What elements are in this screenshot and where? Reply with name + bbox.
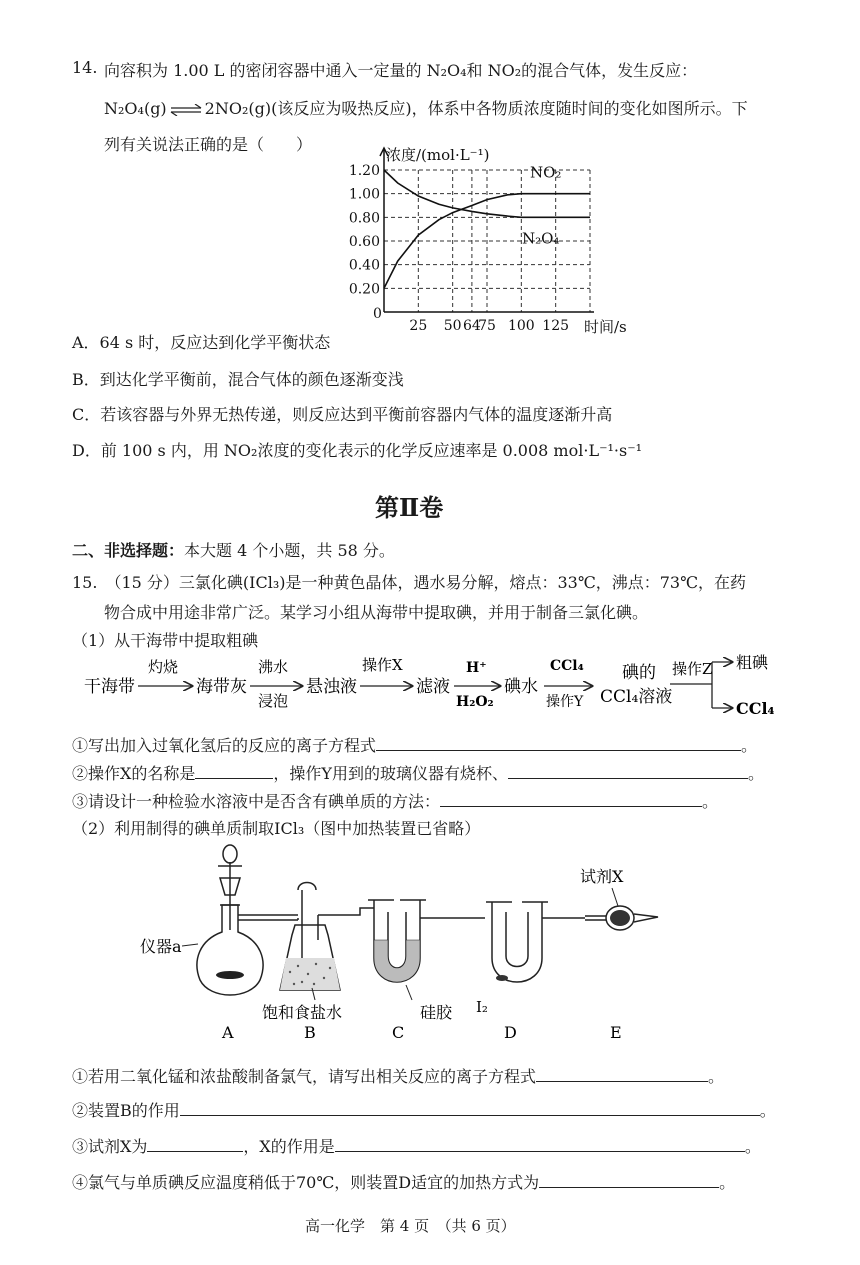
q15-sub2: （2）利用制得的碘单质制取ICl₃（图中加热装置已省略） <box>72 819 481 838</box>
apparatus-e-reagent <box>610 910 630 926</box>
letter-e: E <box>610 1023 622 1042</box>
chart-ytick-label: 0.20 <box>348 281 380 298</box>
q15-question1 <box>72 733 757 756</box>
answer-blank-3[interactable] <box>440 792 702 807</box>
q14-stem-line1: 向容积为 1.00 L 的密闭容器中通入一定量的 N₂O₄和 NO₂的混合气体，发生反应： <box>104 61 698 80</box>
q15-q2-period: 。 <box>747 764 764 783</box>
label-iodine: I₂ <box>476 998 488 1016</box>
answer-blank-2a[interactable] <box>195 764 273 779</box>
flow-node-suspension: 悬浊液 <box>306 677 357 697</box>
flow-node-filtrate: 滤液 <box>416 677 450 697</box>
answer-blank-7[interactable] <box>539 1173 719 1188</box>
q15-q2b-text: ，操作Y用到的玻璃仪器有烧杯、 <box>273 764 508 783</box>
letter-a: A <box>222 1023 234 1042</box>
chart-xtick-label: 125 <box>542 318 570 334</box>
answer-blank-2b[interactable] <box>508 764 748 779</box>
chart-xtick-label: 50 <box>443 318 462 334</box>
label-x-pointer <box>612 888 618 906</box>
part2-label: 二、非选择题： <box>72 541 185 560</box>
q15-question5 <box>72 1098 776 1121</box>
part2-heading <box>72 538 395 561</box>
q14-eq-right: 2NO₂(g)(该反应为吸热反应)，体系中各物质浓度随时间的变化如图所示。下 <box>204 99 748 118</box>
answer-blank-1[interactable] <box>376 736 741 751</box>
q14-option-c: C．若该容器与外界无热传递，则反应达到平衡前容器内气体的温度逐渐升高 <box>72 405 613 424</box>
apparatus-a-flask <box>197 845 298 995</box>
page-footer: 高一化学 第 4 页 （共 6 页） <box>305 1217 516 1235</box>
apparatus-a-reagent <box>216 971 244 979</box>
connector-b-c <box>350 908 374 915</box>
chart-ylabel: 浓度/(mol·L⁻¹) <box>386 146 490 164</box>
flow-output-ccl4: CCl₄ <box>736 699 775 718</box>
flow-arrow1-top: 灼烧 <box>148 658 179 676</box>
q15-question2 <box>72 761 764 784</box>
q15-q7-text: ④氯气与单质碘反应温度稍低于70℃，则装置D适宜的加热方式为 <box>72 1173 540 1192</box>
q15-q7-period: 。 <box>719 1173 736 1192</box>
label-saturated-brine: 饱和食盐水 <box>262 1003 343 1022</box>
chart-ytick-label: 0.60 <box>348 234 380 250</box>
q14-option-d: D．前 100 s 内，用 NO₂浓度的变化表示的化学反应速率是 0.008 mol·L⁻¹·s⁻¹ <box>72 441 643 460</box>
label-silica-gel: 硅胶 <box>420 1003 453 1022</box>
label-a-pointer <box>182 944 198 946</box>
q15-question3 <box>72 789 718 812</box>
chart-ytick-label: 1.20 <box>348 163 380 179</box>
answer-blank-6b[interactable] <box>335 1137 745 1152</box>
letter-d: D <box>504 1023 517 1042</box>
q15-q6-period: 。 <box>744 1137 761 1156</box>
answer-blank-5[interactable] <box>180 1101 760 1116</box>
answer-blank-6a[interactable] <box>147 1137 243 1152</box>
apparatus-c-silica-gel <box>374 940 420 982</box>
q15-q3-text: ③请设计一种检验水溶液中是否含有碘单质的方法： <box>72 792 441 811</box>
chart-series-label: N₂O₄ <box>522 229 560 248</box>
q15-question4 <box>72 1064 724 1087</box>
q15-stem-line2: 物合成中用途非常广泛。某学习小组从海带中提取碘，并用于制备三氯化碘。 <box>104 603 649 622</box>
icl3-apparatus-diagram <box>130 840 690 1050</box>
chart-xtick-label: 100 <box>507 318 535 334</box>
flow-node-iodine-ccl4-bottom: CCl₄溶液 <box>600 687 673 707</box>
chart-origin: 0 <box>373 306 382 322</box>
q15-q5-period: 。 <box>759 1101 776 1120</box>
q14-eq-left: N₂O₄(g) <box>104 99 167 118</box>
q15-q5-text: ②装置B的作用 <box>72 1101 180 1120</box>
iodine-extraction-flow <box>80 650 800 720</box>
chart-ytick-label: 0.40 <box>348 257 380 274</box>
label-c-pointer <box>406 985 412 1000</box>
q14-number: 14. <box>72 58 98 77</box>
letter-c: C <box>392 1023 405 1042</box>
q15-q4-period: 。 <box>708 1067 725 1086</box>
q15-q1-text: ①写出加入过氧化氢后的反应的离子方程式 <box>72 736 377 755</box>
chart-xtick-label: 75 <box>478 318 496 334</box>
q14-option-a: A．64 s 时，反应达到化学平衡状态 <box>72 333 331 352</box>
q15-q1-period: 。 <box>741 736 758 755</box>
flow-arrow4-top: H⁺ <box>466 660 487 676</box>
flow-arrow5-top: CCl₄ <box>550 658 584 674</box>
section-title: 第Ⅱ卷 <box>375 493 444 522</box>
q15-question7 <box>72 1170 735 1193</box>
q15-q2a-text: ②操作X的名称是 <box>72 764 196 783</box>
flow-node-iodine-water: 碘水 <box>504 677 538 697</box>
q15-stem-line1: 15. （15 分）三氯化碘(ICl₃)是一种黄色晶体，遇水易分解，熔点：33℃，沸点：73℃，在药 <box>72 573 746 592</box>
chart-ytick-label: 1.00 <box>348 186 380 203</box>
flow-arrow3-top: 操作X <box>362 656 403 674</box>
apparatus-d-iodine <box>496 975 508 981</box>
label-reagent-x: 试剂X <box>580 867 624 886</box>
chart-xtick-label: 25 <box>409 318 428 334</box>
flow-output-crude-iodine: 粗碘 <box>736 653 769 672</box>
chart-xlabel: 时间/s <box>584 318 627 336</box>
q15-q4-text: ①若用二氧化锰和浓盐酸制备氯气，请写出相关反应的离子方程式 <box>72 1067 537 1086</box>
q14-option-b: B．到达化学平衡前，混合气体的颜色逐渐变浅 <box>72 370 404 389</box>
flow-arrow6-top: 操作Z <box>672 660 713 678</box>
q15-q6a-text: ③试剂X为 <box>72 1137 148 1156</box>
q14-equation <box>104 96 748 119</box>
label-instrument-a: 仪器a <box>140 937 182 956</box>
apparatus-d-u-tube <box>486 902 585 982</box>
flow-node-iodine-ccl4-top: 碘的 <box>622 663 656 683</box>
letter-b: B <box>304 1023 316 1042</box>
flow-arrow5-bottom: 操作Y <box>546 694 584 710</box>
answer-blank-4[interactable] <box>536 1067 708 1082</box>
chart-series-label: NO₂ <box>530 163 562 182</box>
q15-q6b-text: ，X的作用是 <box>243 1137 335 1156</box>
apparatus-b-liquid <box>280 958 340 990</box>
chart-xtick-label: 64 <box>462 318 481 334</box>
q14-stem-line3: 列有关说法正确的是（ ） <box>104 135 313 154</box>
equilibrium-arrow-icon <box>169 104 203 116</box>
concentration-time-chart <box>340 140 640 340</box>
part2-text: 本大题 4 个小题，共 58 分。 <box>184 541 395 560</box>
chart-ytick-label: 0.80 <box>348 210 380 227</box>
flow-arrow2-bottom: 浸泡 <box>258 692 289 710</box>
flow-arrow4-bottom: H₂O₂ <box>456 694 494 710</box>
flow-node-kelp-ash: 海带灰 <box>196 677 247 697</box>
flow-arrow2-top: 沸水 <box>258 658 289 676</box>
q15-sub1: （1）从干海带中提取粗碘 <box>72 631 259 650</box>
q15-question6 <box>72 1134 761 1157</box>
q15-q3-period: 。 <box>702 792 719 811</box>
flow-node-dry-kelp: 干海带 <box>84 677 135 697</box>
